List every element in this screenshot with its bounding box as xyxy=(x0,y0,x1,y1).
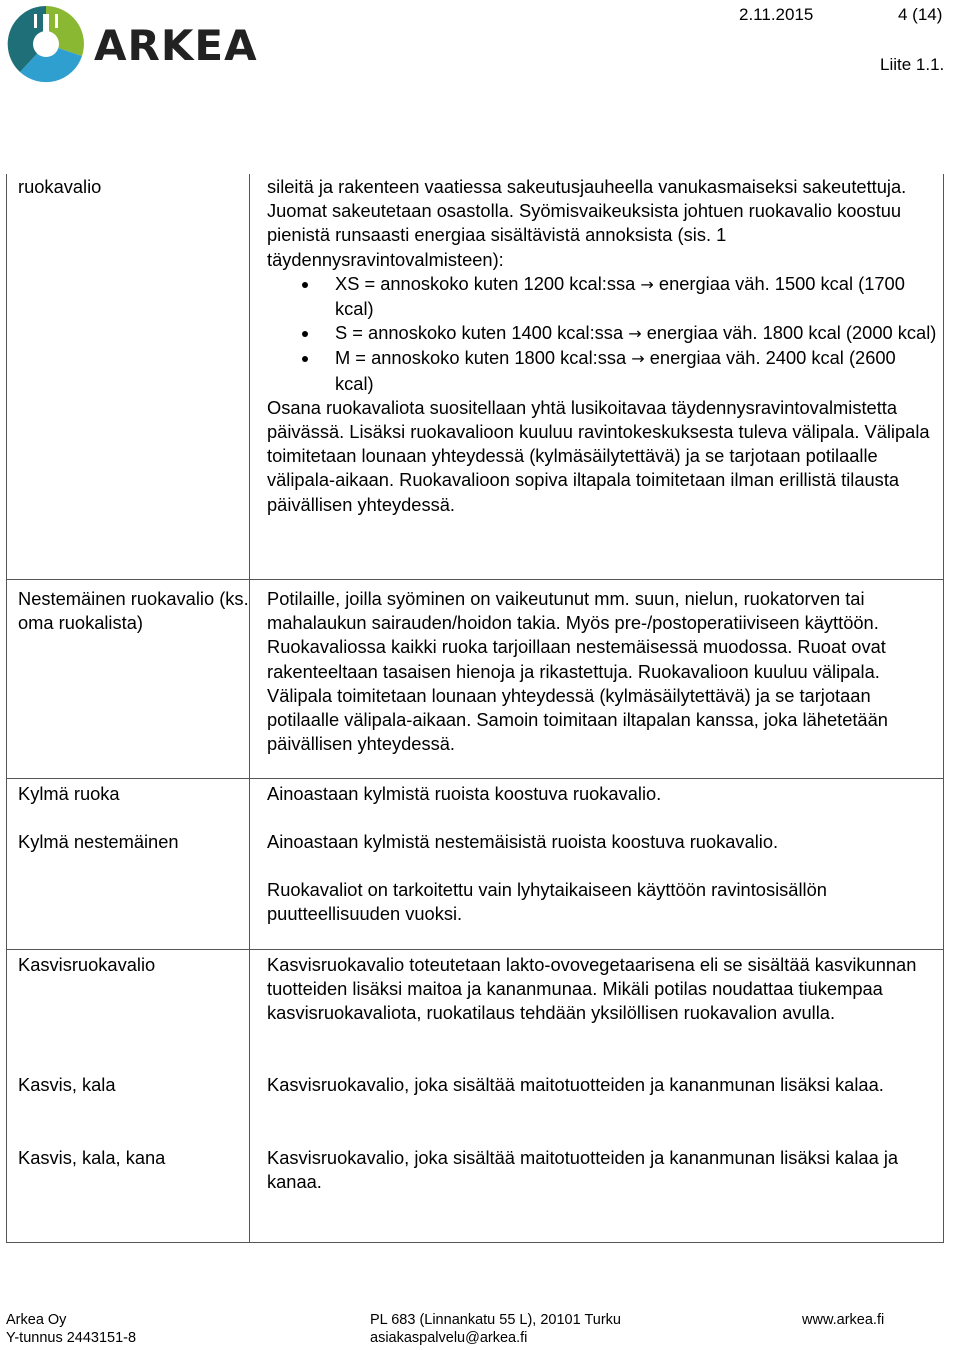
diet-label: ruokavalio xyxy=(18,176,102,197)
description-outro: Osana ruokavaliota suositellaan yhtä lusikoitavaa täydennysravintovalmistetta päivässä. Lisäksi ruokavalioon kuuluu ravintokeskuksesta tuleva välipala. Välipala toimitetaan lounaan yhteydessä (kylmäsäilytettävä) ja se tarjotaan potilaalle välipala-aikaan. Ruokavalioon sopiva iltapala toimitetaan ilman erillistä tilausta päivällisen yhteydessä. xyxy=(267,396,930,515)
arkea-logo-icon xyxy=(6,4,86,84)
row-divider xyxy=(7,778,943,779)
diet-description: Ainoastaan kylmistä ruoista koostuva ruokavalio. xyxy=(267,783,662,804)
page-number: 4 (14) xyxy=(898,5,943,24)
energy-content: energiaa väh. 1800 kcal (2000 kcal) xyxy=(646,322,937,344)
postal-address: PL 683 (Linnankatu 55 L), 20101 Turku xyxy=(370,1312,621,1328)
diet-sub-label: Kylmä nestemäinen xyxy=(18,831,179,852)
footer-left xyxy=(6,1311,136,1347)
diet-label: Nestemäinen ruokavalio (ks. oma ruokalista) xyxy=(18,588,249,634)
portion-size: S = annoskoko kuten 1400 kcal:ssa xyxy=(335,322,624,344)
website-link[interactable]: www.arkea.fi xyxy=(802,1312,885,1328)
email-link[interactable]: asiakaspalvelu@arkea.fi xyxy=(370,1330,528,1346)
company-name: Arkea Oy xyxy=(6,1312,67,1328)
portion-size: XS = annoskoko kuten 1200 kcal:ssa xyxy=(335,272,636,294)
diet-table xyxy=(6,174,944,1243)
energy-content: energiaa väh. 1500 kcal (1700 kcal) xyxy=(335,272,905,320)
list-item xyxy=(267,346,937,395)
description-intro: sileitä ja rakenteen vaatiessa sakeutusjauheella vanukasmaiseksi sakeutettuja. Juomat sakeutetaan osastolla. Syömisvaikeuksista johtuen ruokavalio koostuu pienistä runsaasti energiaa sisältävistä annoksista (sis. 1 täydennysravintovalmisteen): xyxy=(267,176,907,270)
document-date: 2.11.2015 xyxy=(739,5,814,24)
diet-sub-label: Kasvis, kala xyxy=(18,1074,116,1095)
arrow-right-icon: → xyxy=(628,324,642,344)
list-item xyxy=(267,321,937,346)
portion-size: M = annoskoko kuten 1800 kcal:ssa xyxy=(335,347,627,369)
diet-description xyxy=(267,175,937,517)
diet-sub-label: Kasvis, kala, kana xyxy=(18,1147,166,1168)
row-divider xyxy=(7,949,943,950)
arkea-logo xyxy=(6,4,256,84)
diet-sub-description: Ainoastaan kylmistä nestemäisistä ruoista koostuva ruokavalio. xyxy=(267,831,779,852)
business-id: Y-tunnus 2443151-8 xyxy=(6,1330,137,1346)
arrow-right-icon: → xyxy=(640,274,654,294)
attachment-label: Liite 1.1. xyxy=(880,55,945,74)
row-divider xyxy=(7,579,943,580)
diet-description: Kasvisruokavalio toteutetaan lakto-ovovegetaarisena eli se sisältää kasvikunnan tuotteiden lisäksi maitoa ja kananmunaa. Mikäli potilas noudattaa tiukempaa kasvisruokavaliota, ruokatilaus tehdään yksilöllisen ruokavalion avulla. xyxy=(267,954,917,1024)
diet-note: Ruokavaliot on tarkoitettu vain lyhytaikaiseen käyttöön ravintosisällön puutteellisuuden vuoksi. xyxy=(267,879,827,925)
diet-description: Potilaille, joilla syöminen on vaikeutunut mm. suun, nielun, ruokatorven tai mahalaukun sairauden/hoidon takia. Myös pre-/postoperatiiviseen käyttöön. Ruokavaliossa kaikki ruoka tarjoillaan nestemäisessä muodossa. Ruoat ovat rakenteeltaan tasaisen hienoja ja rikastettuja. Ruokavalioon kuuluu välipala. Välipala toimitetaan lounaan yhteydessä (kylmäsäilytettävä) ja se tarjotaan potilaalle välipala-aikaan. Samoin toimitaan iltapalan kanssa, joka lähetetään päivällisen yhteydessä. xyxy=(267,588,888,755)
list-item xyxy=(267,272,937,321)
logo-wordmark: ARKEA xyxy=(94,21,258,70)
diet-label: Kasvisruokavalio xyxy=(18,954,156,975)
footer-right xyxy=(802,1311,884,1329)
arrow-right-icon: → xyxy=(631,349,645,369)
footer-center xyxy=(370,1311,621,1347)
diet-label: Kylmä ruoka xyxy=(18,783,120,804)
portion-size-list xyxy=(267,272,937,396)
diet-sub-description: Kasvisruokavalio, joka sisältää maitotuotteiden ja kananmunan lisäksi kalaa. xyxy=(267,1074,884,1095)
energy-content: energiaa väh. 2400 kcal (2600 kcal) xyxy=(335,347,896,394)
diet-sub-description: Kasvisruokavalio, joka sisältää maitotuotteiden ja kananmunan lisäksi kalaa ja kanaa. xyxy=(267,1147,899,1193)
